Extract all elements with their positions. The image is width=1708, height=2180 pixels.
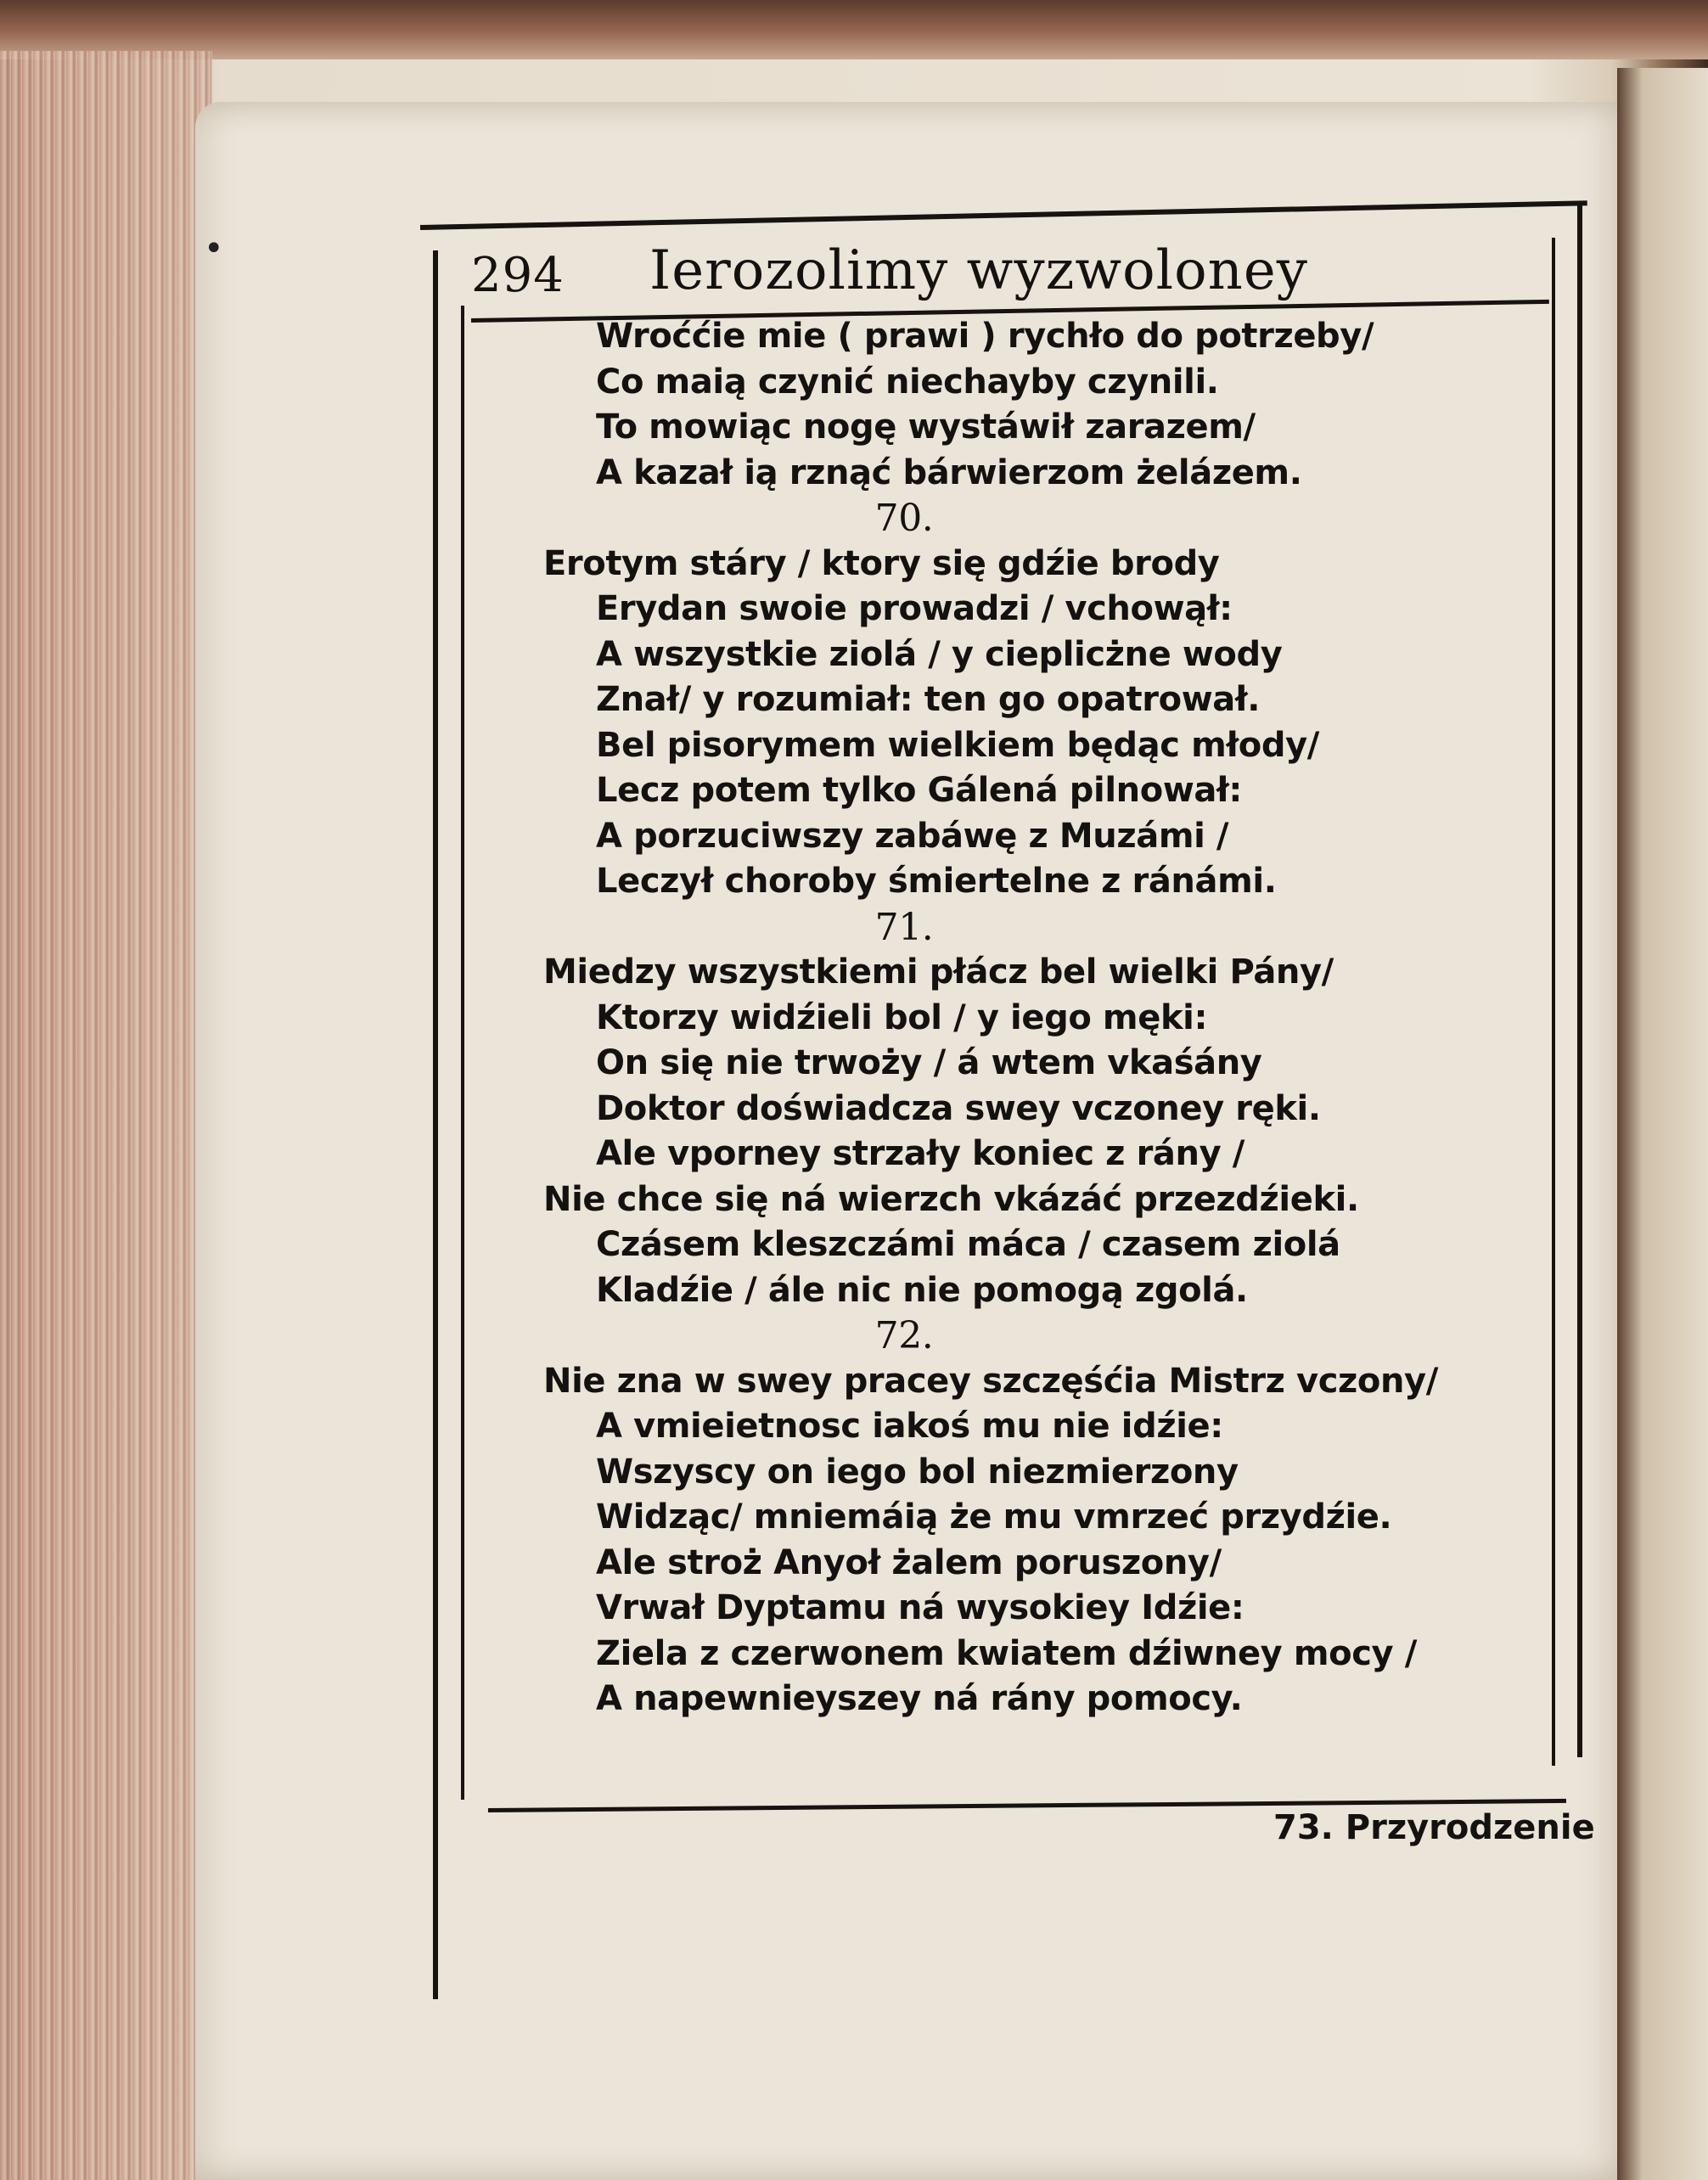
verse-line: Znał/ y rozumiał: ten go opatrował.	[596, 680, 1261, 719]
left-inner-rule	[461, 306, 464, 1800]
page-number: 294	[471, 248, 565, 303]
verse-line: Co maią czynić niechayby czynili.	[596, 362, 1219, 402]
verse-line: Kladźie / ále nic nie pomogą zgolá.	[596, 1270, 1248, 1310]
verse-line: Leczył choroby śmiertelne z ránámi.	[596, 862, 1277, 901]
verse-line: A porzuciwszy zabáwę z Muzámi /	[596, 816, 1229, 856]
book-top-edge	[0, 0, 1708, 59]
margin-mark-icon: •	[204, 229, 224, 268]
verse-line: Wszyscy on iego bol niezmierzony	[596, 1452, 1239, 1492]
verse-line: Wroććie mie ( prawi ) rychło do potrzeby/	[596, 317, 1374, 356]
right-page-edge	[1617, 68, 1708, 2180]
verse-line: Nie zna w swey pracey szczęśćia Mistrz vczony/	[543, 1361, 1438, 1401]
verse-line: Doktor doświadcza swey vczoney ręki.	[596, 1088, 1321, 1128]
verse-line: Ale vporney strzały koniec z rány /	[596, 1134, 1244, 1173]
stanza-number: 70.	[874, 497, 934, 540]
left-frame-rule	[433, 250, 438, 1999]
running-title: Ierozolimy wyzwoloney	[649, 239, 1308, 302]
verse-line: A vmieietnosc iakoś mu nie idźie:	[596, 1407, 1223, 1446]
verse-line: To mowiąc nogę wystáwił zarazem/	[596, 407, 1256, 447]
verse-line: Bel pisorymem wielkiem będąc młody/	[596, 725, 1319, 765]
verse-text	[543, 314, 1438, 1722]
catchword: 73. Przyrodzenie	[1273, 1808, 1595, 1847]
verse-line: Erydan swoie prowadzi / vchowął:	[596, 589, 1233, 628]
verse-line: Czásem kleszczámi máca / czasem ziolá	[596, 1225, 1340, 1264]
verse-line: On się nie trwoży / á wtem vkaśány	[596, 1043, 1262, 1082]
page-edges	[0, 51, 212, 2180]
verse-line: A kazał ią rznąć bárwierzom żelázem.	[596, 452, 1302, 492]
stanza-number: 72.	[874, 1314, 934, 1357]
verse-line: A wszystkie ziolá / y cieplicżne wody	[596, 634, 1283, 674]
verse-line: Widząc/ mniemáią że mu vmrzeć przydźie.	[596, 1497, 1392, 1537]
right-inner-rule	[1552, 238, 1555, 1766]
verse-line: Miedzy wszystkiemi płácz bel wielki Pány/	[543, 952, 1334, 992]
verse-line: Vrwał Dyptamu ná wysokiey Idźie:	[596, 1588, 1244, 1627]
verse-line: Nie chce się ná wierzch vkázáć przezdźieki.	[543, 1179, 1359, 1219]
stanza-number: 71.	[874, 905, 934, 949]
verse-line: Ale stroż Anyoł żalem poruszony/	[596, 1542, 1222, 1582]
verse-line: Erotym stáry / ktory się gdźie brody	[543, 543, 1220, 583]
verse-line: Ktorzy widźieli bol / y iego męki:	[596, 997, 1208, 1037]
right-frame-rule	[1577, 204, 1582, 1757]
verse-line: A napewnieyszey ná rány pomocy.	[596, 1679, 1243, 1718]
verse-line: Ziela z czerwonem kwiatem dźiwney mocy /	[596, 1633, 1417, 1673]
verse-line: Lecz potem tylko Gálená pilnował:	[596, 771, 1242, 810]
page-header	[471, 239, 1341, 307]
